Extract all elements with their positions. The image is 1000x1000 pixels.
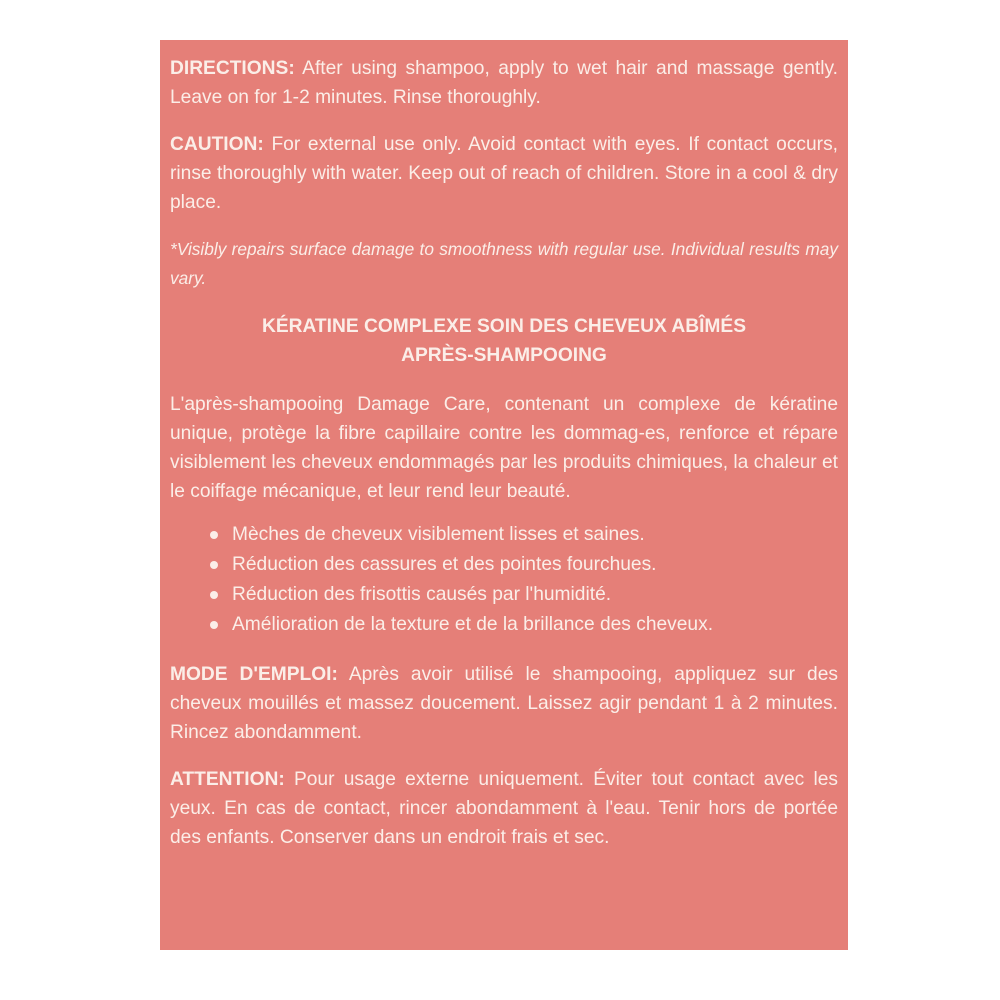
caution-heading: CAUTION: <box>170 134 264 155</box>
bullet-icon <box>210 531 218 539</box>
directions-paragraph <box>170 54 838 112</box>
bullet-icon <box>210 621 218 629</box>
benefit-text: Amélioration de la texture et de la brillance des cheveux. <box>232 614 714 635</box>
bullet-icon <box>210 591 218 599</box>
list-item <box>210 580 838 610</box>
mode-emploi-paragraph <box>170 660 838 747</box>
mode-emploi-text: Après avoir utilisé le shampooing, appliquez sur des cheveux mouillés et massez doucement. Laissez agir pendant 1 à 2 minutes. Rincez abondamment. <box>170 664 838 743</box>
directions-heading: DIRECTIONS: <box>170 58 295 79</box>
product-label-panel <box>160 40 848 950</box>
benefits-list <box>170 520 838 640</box>
directions-text: After using shampoo, apply to wet hair and massage gently. Leave on for 1-2 minutes. Rinse thoroughly. <box>170 58 838 108</box>
french-intro-paragraph: L'après-shampooing Damage Care, contenant un complexe de kératine unique, protège la fibre capillaire contre les dommag-es, renforce et répare visiblement les cheveux endommagés par les produits chimiques, la chaleur et le coiffage mécanique, et leur rend leur beauté. <box>170 394 838 502</box>
list-item <box>210 610 838 640</box>
attention-heading: ATTENTION: <box>170 769 285 790</box>
claim-footnote: *Visibly repairs surface damage to smoothness with regular use. Individual results may vary. <box>170 239 838 288</box>
benefit-text: Réduction des cassures et des pointes fourchues. <box>232 554 657 575</box>
attention-text: Pour usage externe uniquement. Éviter tout contact avec les yeux. En cas de contact, rincer abondamment à l'eau. Tenir hors de portée des enfants. Conserver dans un endroit frais et sec. <box>170 769 838 848</box>
list-item <box>210 520 838 550</box>
french-title-line-2: APRÈS-SHAMPOOING <box>401 345 607 366</box>
caution-paragraph <box>170 130 838 217</box>
benefit-text: Réduction des frisottis causés par l'humidité. <box>232 584 612 605</box>
bullet-icon <box>210 561 218 569</box>
list-item <box>210 550 838 580</box>
benefit-text: Mèches de cheveux visiblement lisses et saines. <box>232 524 645 545</box>
french-title-line-1: KÉRATINE COMPLEXE SOIN DES CHEVEUX ABÎMÉS <box>261 316 746 337</box>
attention-paragraph <box>170 765 838 852</box>
french-title <box>170 312 838 370</box>
caution-text: For external use only. Avoid contact with eyes. If contact occurs, rinse thoroughly with water. Keep out of reach of children. Store in a cool & dry place. <box>170 134 838 213</box>
mode-emploi-heading: MODE D'EMPLOI: <box>170 664 338 685</box>
